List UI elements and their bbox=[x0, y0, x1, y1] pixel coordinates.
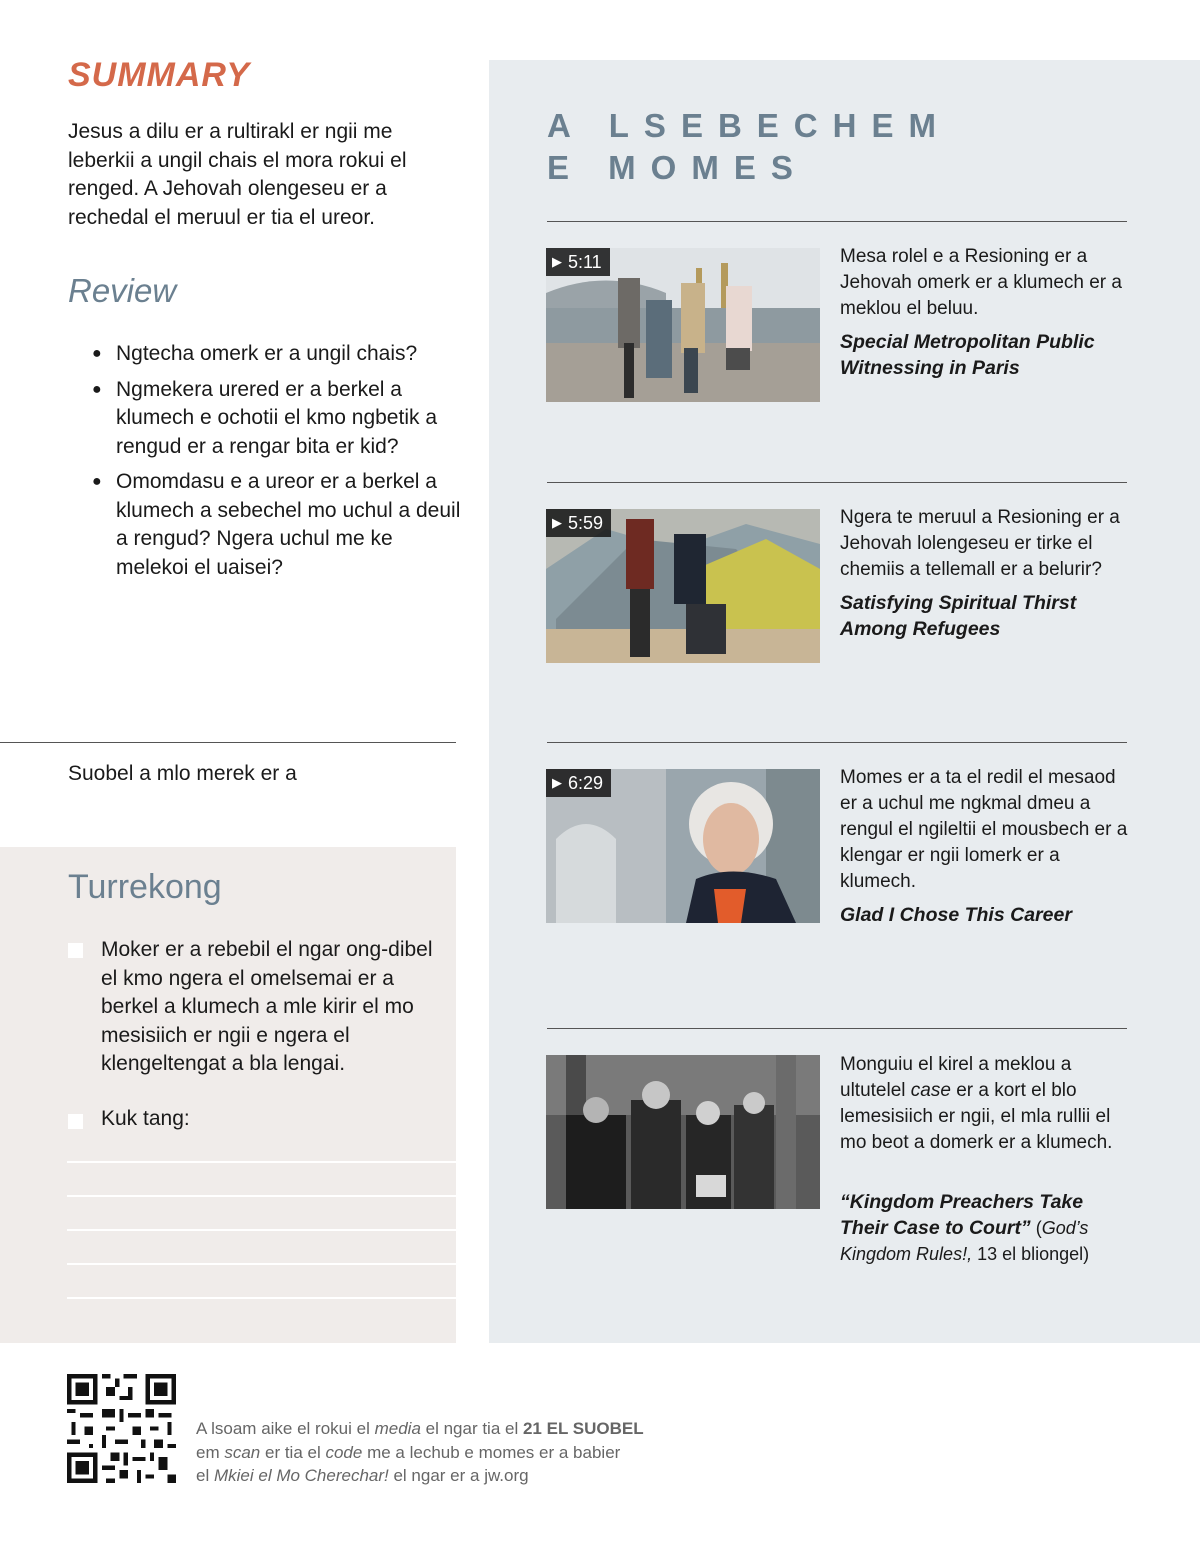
footer-text-italic: scan bbox=[224, 1442, 261, 1462]
bullet-icon: ● bbox=[92, 380, 102, 398]
video-description: Mesa rolel e a Resioning er a Jehovah omerk er a klumech er a meklou el beluu. bbox=[840, 246, 1122, 319]
footer-book-title: Mkiei el Mo Cherechar! bbox=[213, 1466, 389, 1485]
review-question bbox=[90, 376, 465, 462]
divider bbox=[547, 1028, 1127, 1029]
write-in-line[interactable] bbox=[67, 1161, 456, 1163]
tasks-box bbox=[0, 847, 456, 1343]
video-duration: 6:29 bbox=[568, 773, 604, 793]
footer-text: el bbox=[196, 1466, 214, 1485]
video-duration: 5:59 bbox=[568, 513, 604, 533]
play-icon: ▶ bbox=[552, 515, 562, 530]
footer-text: el ngar er a jw.org bbox=[388, 1466, 529, 1485]
explore-heading-line1: A LSEBECHEM bbox=[547, 107, 951, 144]
review-question bbox=[90, 468, 465, 582]
play-icon: ▶ bbox=[552, 254, 562, 269]
write-in-line[interactable] bbox=[67, 1263, 456, 1265]
video-title-link[interactable]: Glad I Chose This Career bbox=[840, 904, 1072, 926]
chapter-completed-text: Suobel a mlo merek er a bbox=[68, 762, 297, 785]
review-question-text: Ngmekera urered er a berkel a klumech e ochotii el kmo ngbetik a rengud er a rengar bita er kid? bbox=[116, 377, 437, 458]
video-description: Ngera te meruul a Resioning er a Jehovah lolengeseu er tirke el chemiis a tellemall er a belurir? bbox=[840, 507, 1120, 580]
custom-task-label: Kuk tang: bbox=[101, 1107, 190, 1130]
video-duration: 5:11 bbox=[568, 252, 602, 272]
video-duration-badge bbox=[546, 769, 611, 797]
footer-text: me a lechub e momes er a babier bbox=[362, 1442, 621, 1462]
bullet-icon: ● bbox=[92, 473, 102, 490]
footer-text: er tia el bbox=[260, 1442, 326, 1462]
footer-text-italic: code bbox=[325, 1442, 363, 1462]
qr-code[interactable] bbox=[67, 1374, 176, 1483]
task-text: Moker er a rebebil el ngar ong-dibel el kmo ngera el omelsemai er a berkel a klumech a mle kirir el mo mesisiich er ngii e ngera el klengeltengat a bla lengai. bbox=[101, 938, 433, 1075]
write-in-line[interactable] bbox=[67, 1195, 456, 1197]
footer-text: el ngar tia el bbox=[420, 1419, 523, 1438]
footer-text: A lsoam aike el rokui el bbox=[196, 1419, 375, 1438]
video-thumbnail-refugees[interactable] bbox=[546, 509, 820, 663]
task-checkbox[interactable] bbox=[68, 1114, 83, 1129]
article-desc-text: er a kort el blo lemesisiich er ngii, el mla rullii el mo beot a domerk er a klumech. bbox=[840, 1080, 1113, 1153]
ref-text: 13 el bliongel) bbox=[972, 1244, 1090, 1264]
article-desc-italic: case bbox=[910, 1080, 951, 1101]
divider bbox=[547, 482, 1127, 483]
article-title: “Kingdom Preachers Take Their Case to Court” bbox=[840, 1191, 1084, 1239]
video-duration-badge bbox=[546, 509, 611, 537]
footer-chapter: 21 EL SUOBEL bbox=[522, 1419, 644, 1438]
article-desc-text: Monguiu el kirel a meklou a ultutelel bbox=[840, 1054, 1072, 1101]
video-thumbnail-paris[interactable] bbox=[546, 248, 820, 402]
play-icon: ▶ bbox=[552, 775, 562, 790]
video-title-link[interactable]: Special Metropolitan Public Witnessing in Paris bbox=[840, 331, 1095, 379]
article-description bbox=[840, 1052, 1130, 1156]
explore-heading-line2: E MOMES bbox=[547, 149, 808, 186]
write-in-line[interactable] bbox=[67, 1297, 456, 1299]
footer-instructions bbox=[196, 1417, 716, 1488]
video-duration-badge bbox=[546, 248, 610, 276]
review-question-text: Ngtecha omerk er a ungil chais? bbox=[116, 342, 418, 365]
tasks-heading: Turrekong bbox=[68, 868, 222, 906]
review-list bbox=[90, 340, 465, 589]
divider bbox=[547, 221, 1127, 222]
summary-heading: SUMMARY bbox=[68, 56, 251, 94]
summary-text: Jesus a dilu er a rultirakl er ngii me leberkii a ungil chais el mora rokui el renged. A Jehovah olengeseu er a rechedal el meruul er tia el ureor. bbox=[68, 120, 407, 229]
footer-text-italic: media bbox=[374, 1419, 421, 1438]
article-photo-court[interactable] bbox=[546, 1055, 820, 1209]
ref-book-title: God’s Kingdom Rules!, bbox=[840, 1218, 1089, 1264]
video-thumbnail-career[interactable] bbox=[546, 769, 820, 923]
review-heading: Review bbox=[68, 272, 177, 309]
video-description: Momes er a ta el redil el mesaod er a uchul me ngkmal dmeu a rengul el ngileltii el mousbech er a klengar er ngii lomerk er a klumech. bbox=[840, 767, 1128, 892]
thumbnail-image bbox=[546, 1055, 820, 1209]
review-question bbox=[90, 340, 465, 369]
write-in-line[interactable] bbox=[67, 1229, 456, 1231]
explore-heading bbox=[547, 105, 967, 189]
footer-text: em bbox=[196, 1442, 225, 1462]
video-title-link[interactable]: Satisfying Spiritual Thirst Among Refugees bbox=[840, 592, 1077, 640]
review-question-text: Omomdasu e a ureor er a berkel a klumech a sebechel mo uchul a deuil a rengud? Ngera uchul me ke melekoi el uaisei? bbox=[116, 470, 461, 579]
divider bbox=[547, 742, 1127, 743]
bullet-icon: ● bbox=[92, 345, 102, 362]
ref-text: ( bbox=[1030, 1218, 1042, 1238]
divider bbox=[0, 742, 456, 743]
article-title-link[interactable] bbox=[840, 1189, 1130, 1267]
task-checkbox[interactable] bbox=[68, 943, 83, 958]
